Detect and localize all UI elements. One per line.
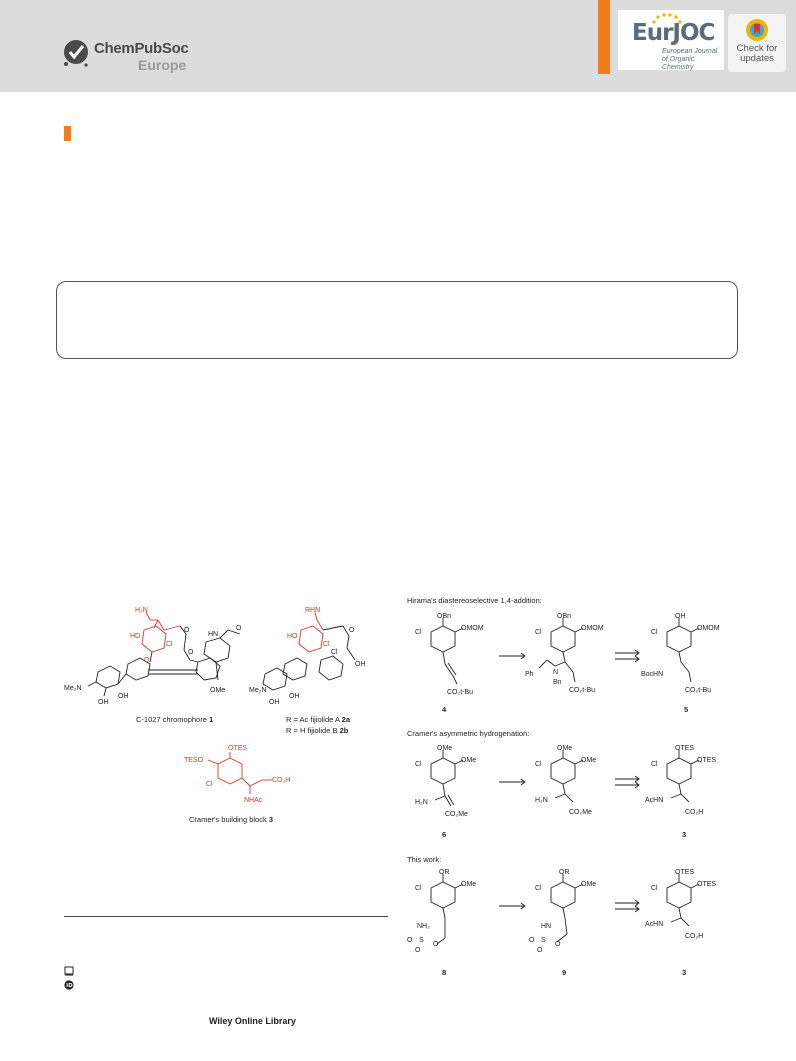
h-label-obn-4: OBn — [437, 613, 452, 620]
section-marker — [64, 126, 71, 141]
fijiolide-structure — [249, 600, 395, 710]
h-label-cl-4: Cl — [415, 629, 422, 636]
t-label-hn-9: HN — [541, 923, 552, 930]
label-o-red: O — [144, 657, 150, 664]
c-label-h2n-int: H₂N — [535, 797, 548, 804]
footnote-rule — [64, 916, 388, 917]
h-label-omom-4: OMOM — [461, 625, 484, 632]
chempubsoc-logo-sub: Europe — [138, 57, 187, 73]
t-label-achn-3: AcHN — [645, 921, 664, 928]
chempubsoc-logo-text: ChemPubSoc — [94, 40, 189, 57]
orcid-icon[interactable] — [64, 980, 74, 990]
t-label-s-8: S — [419, 937, 424, 944]
h-label-n: N — [553, 669, 559, 676]
label-ome: OMe — [210, 687, 226, 694]
chromophore-1-structure — [64, 600, 248, 730]
compound-3-label-a: 3 — [682, 830, 687, 839]
eurjoc-logo[interactable] — [618, 10, 724, 70]
c-label-cl-3: Cl — [651, 761, 658, 768]
c-label-ome-int-a: OMe — [557, 745, 573, 752]
this-work-row — [405, 866, 785, 966]
label-o-fij: O — [349, 627, 355, 634]
t-label-or-9: OR — [559, 869, 570, 876]
label-ho: HO — [130, 633, 141, 640]
h-label-cl-5: Cl — [651, 629, 658, 636]
label-oh-1: OH — [98, 699, 109, 706]
wiley-online-library-logo[interactable]: Wiley Online Library — [209, 1016, 296, 1026]
compound-6-label: 6 — [442, 830, 447, 839]
t-label-otes-3a: OTES — [675, 869, 695, 876]
hirama-row — [405, 610, 785, 720]
eurjoc-logo-subtitle: European Journal of Organic Chemistry — [662, 48, 718, 71]
fijiolide-a-text: R = Ac fijiolide A — [286, 715, 340, 724]
crossmark-icon — [745, 18, 769, 42]
label-nhac-red: NHAc — [244, 797, 263, 804]
h-label-co2tbu-5: CO₂t-Bu — [685, 687, 712, 694]
t-label-cl-8: Cl — [415, 885, 422, 892]
eurjoc-logo-text: EurJOC — [632, 20, 715, 46]
t-label-o-9b: O — [555, 941, 561, 948]
h-label-omom-int: OMOM — [581, 625, 604, 632]
cramer-title: Cramer's asymmetric hydrogenation: — [407, 729, 530, 738]
t-label-cl-9: Cl — [535, 885, 542, 892]
compound-5-label: 5 — [684, 705, 689, 714]
chempubsoc-star-icon — [62, 38, 90, 68]
c-label-otes-3a: OTES — [675, 745, 695, 752]
c-label-otes-3b: OTES — [697, 757, 717, 764]
t-label-o-8b: O — [433, 941, 439, 948]
h-label-bn: Bn — [553, 679, 562, 686]
journal-header — [0, 0, 796, 92]
compound-9-label: 9 — [562, 968, 567, 977]
abstract-box — [56, 281, 738, 359]
c-label-co2me-6: CO₂Me — [445, 811, 468, 818]
label-teso-red: TESO — [184, 757, 204, 764]
fijiolide-a-caption — [286, 715, 350, 724]
c-label-cl-6: Cl — [415, 761, 422, 768]
c-label-ome-6a: OMe — [437, 745, 453, 752]
chromophore-caption-text: C-1027 chromophore — [136, 715, 207, 724]
c-label-h2n-6: H₂N — [415, 799, 428, 806]
t-label-nh2-8: NH₂ — [417, 923, 430, 930]
label-cl-fij-2: Cl — [331, 649, 338, 656]
t-label-co2h-3: CO₂H — [685, 933, 704, 940]
h-label-cl-int: Cl — [535, 629, 542, 636]
h-label-bochn-5: BocHN — [641, 671, 664, 678]
label-oh-fij: OH — [355, 661, 366, 668]
chempubsoc-logo[interactable] — [62, 38, 232, 78]
t-label-ome-8: OMe — [461, 881, 477, 888]
t-label-or-8: OR — [439, 869, 450, 876]
t-label-cl-3: Cl — [651, 885, 658, 892]
c-label-co2h-3: CO₂H — [685, 809, 704, 816]
t-label-otes-3b: OTES — [697, 881, 717, 888]
c-label-achn-3: AcHN — [645, 797, 664, 804]
label-cl: Cl — [166, 641, 173, 648]
c-label-ome-int-b: OMe — [581, 757, 597, 764]
label-cl-red: Cl — [206, 781, 213, 788]
t-label-o-9a: O — [529, 937, 535, 944]
label-oh-2: OH — [118, 693, 129, 700]
cramer-caption-text: Cramer's building block — [189, 815, 267, 824]
fijiolide-b-caption — [286, 726, 348, 735]
t-label-ome-9: OMe — [581, 881, 597, 888]
h-label-obn-int: OBn — [557, 613, 572, 620]
compound-4-label: 4 — [442, 705, 447, 714]
h-label-oh-5: OH — [675, 613, 686, 620]
this-work-title: This work: — [407, 855, 442, 864]
label-otes-red: OTES — [228, 745, 248, 752]
label-o-carbonyl: O — [184, 627, 190, 634]
c-label-cl-int: Cl — [535, 761, 542, 768]
label-oh-fij-3: OH — [289, 693, 300, 700]
hirama-title: Hirama's diastereoselective 1,4-addition: — [407, 596, 542, 605]
label-rhn: RHN — [305, 607, 321, 614]
chromophore-caption — [136, 715, 213, 724]
h-label-co2tbu-int: CO₂t-Bu — [569, 687, 596, 694]
c-label-co2me-int: CO₂Me — [569, 809, 592, 816]
orange-accent-bar — [598, 0, 610, 74]
cramer-row — [405, 742, 785, 842]
compound-8-label: 8 — [442, 968, 447, 977]
t-label-o-9c: O — [537, 947, 543, 954]
label-cl-fij: Cl — [323, 641, 330, 648]
t-label-s-9: S — [541, 937, 546, 944]
chromophore-number: 1 — [208, 715, 214, 724]
label-hn: HN — [208, 631, 219, 638]
t-label-o-8a: O — [407, 937, 413, 944]
label-o-oxazine: O — [236, 625, 242, 632]
label-ho-fij: HO — [287, 633, 298, 640]
h-label-co2tbu-4: CO₂t-Bu — [447, 689, 474, 696]
supporting-info-icon[interactable] — [64, 966, 74, 976]
label-o-ester: O — [188, 649, 194, 656]
svg-text:iD: iD — [66, 983, 73, 990]
t-label-o-8c: O — [415, 947, 421, 954]
label-co2h-red: CO₂H — [272, 777, 291, 784]
label-me2n: Me₂N — [64, 685, 82, 692]
label-oh-fij-2: OH — [269, 699, 280, 706]
compound-3-label-b: 3 — [682, 968, 687, 977]
h-label-omom-5: OMOM — [697, 625, 720, 632]
fijiolide-a-number: 2a — [341, 715, 351, 724]
cramer-building-block-structure — [184, 745, 294, 810]
cramer-number: 3 — [268, 815, 273, 824]
label-me2n-fij: Me₂N — [249, 687, 267, 694]
check-for-updates-button[interactable] — [728, 14, 786, 72]
fijiolide-b-text: R = H fijiolide B — [286, 726, 338, 735]
c-label-ome-6b: OMe — [461, 757, 477, 764]
h-label-ph: Ph — [525, 671, 534, 678]
label-h2n: H₂N — [135, 607, 148, 614]
check-for-updates-label: Check for updates — [736, 43, 778, 64]
fijiolide-b-number: 2b — [339, 726, 349, 735]
cramer-caption — [189, 815, 273, 824]
